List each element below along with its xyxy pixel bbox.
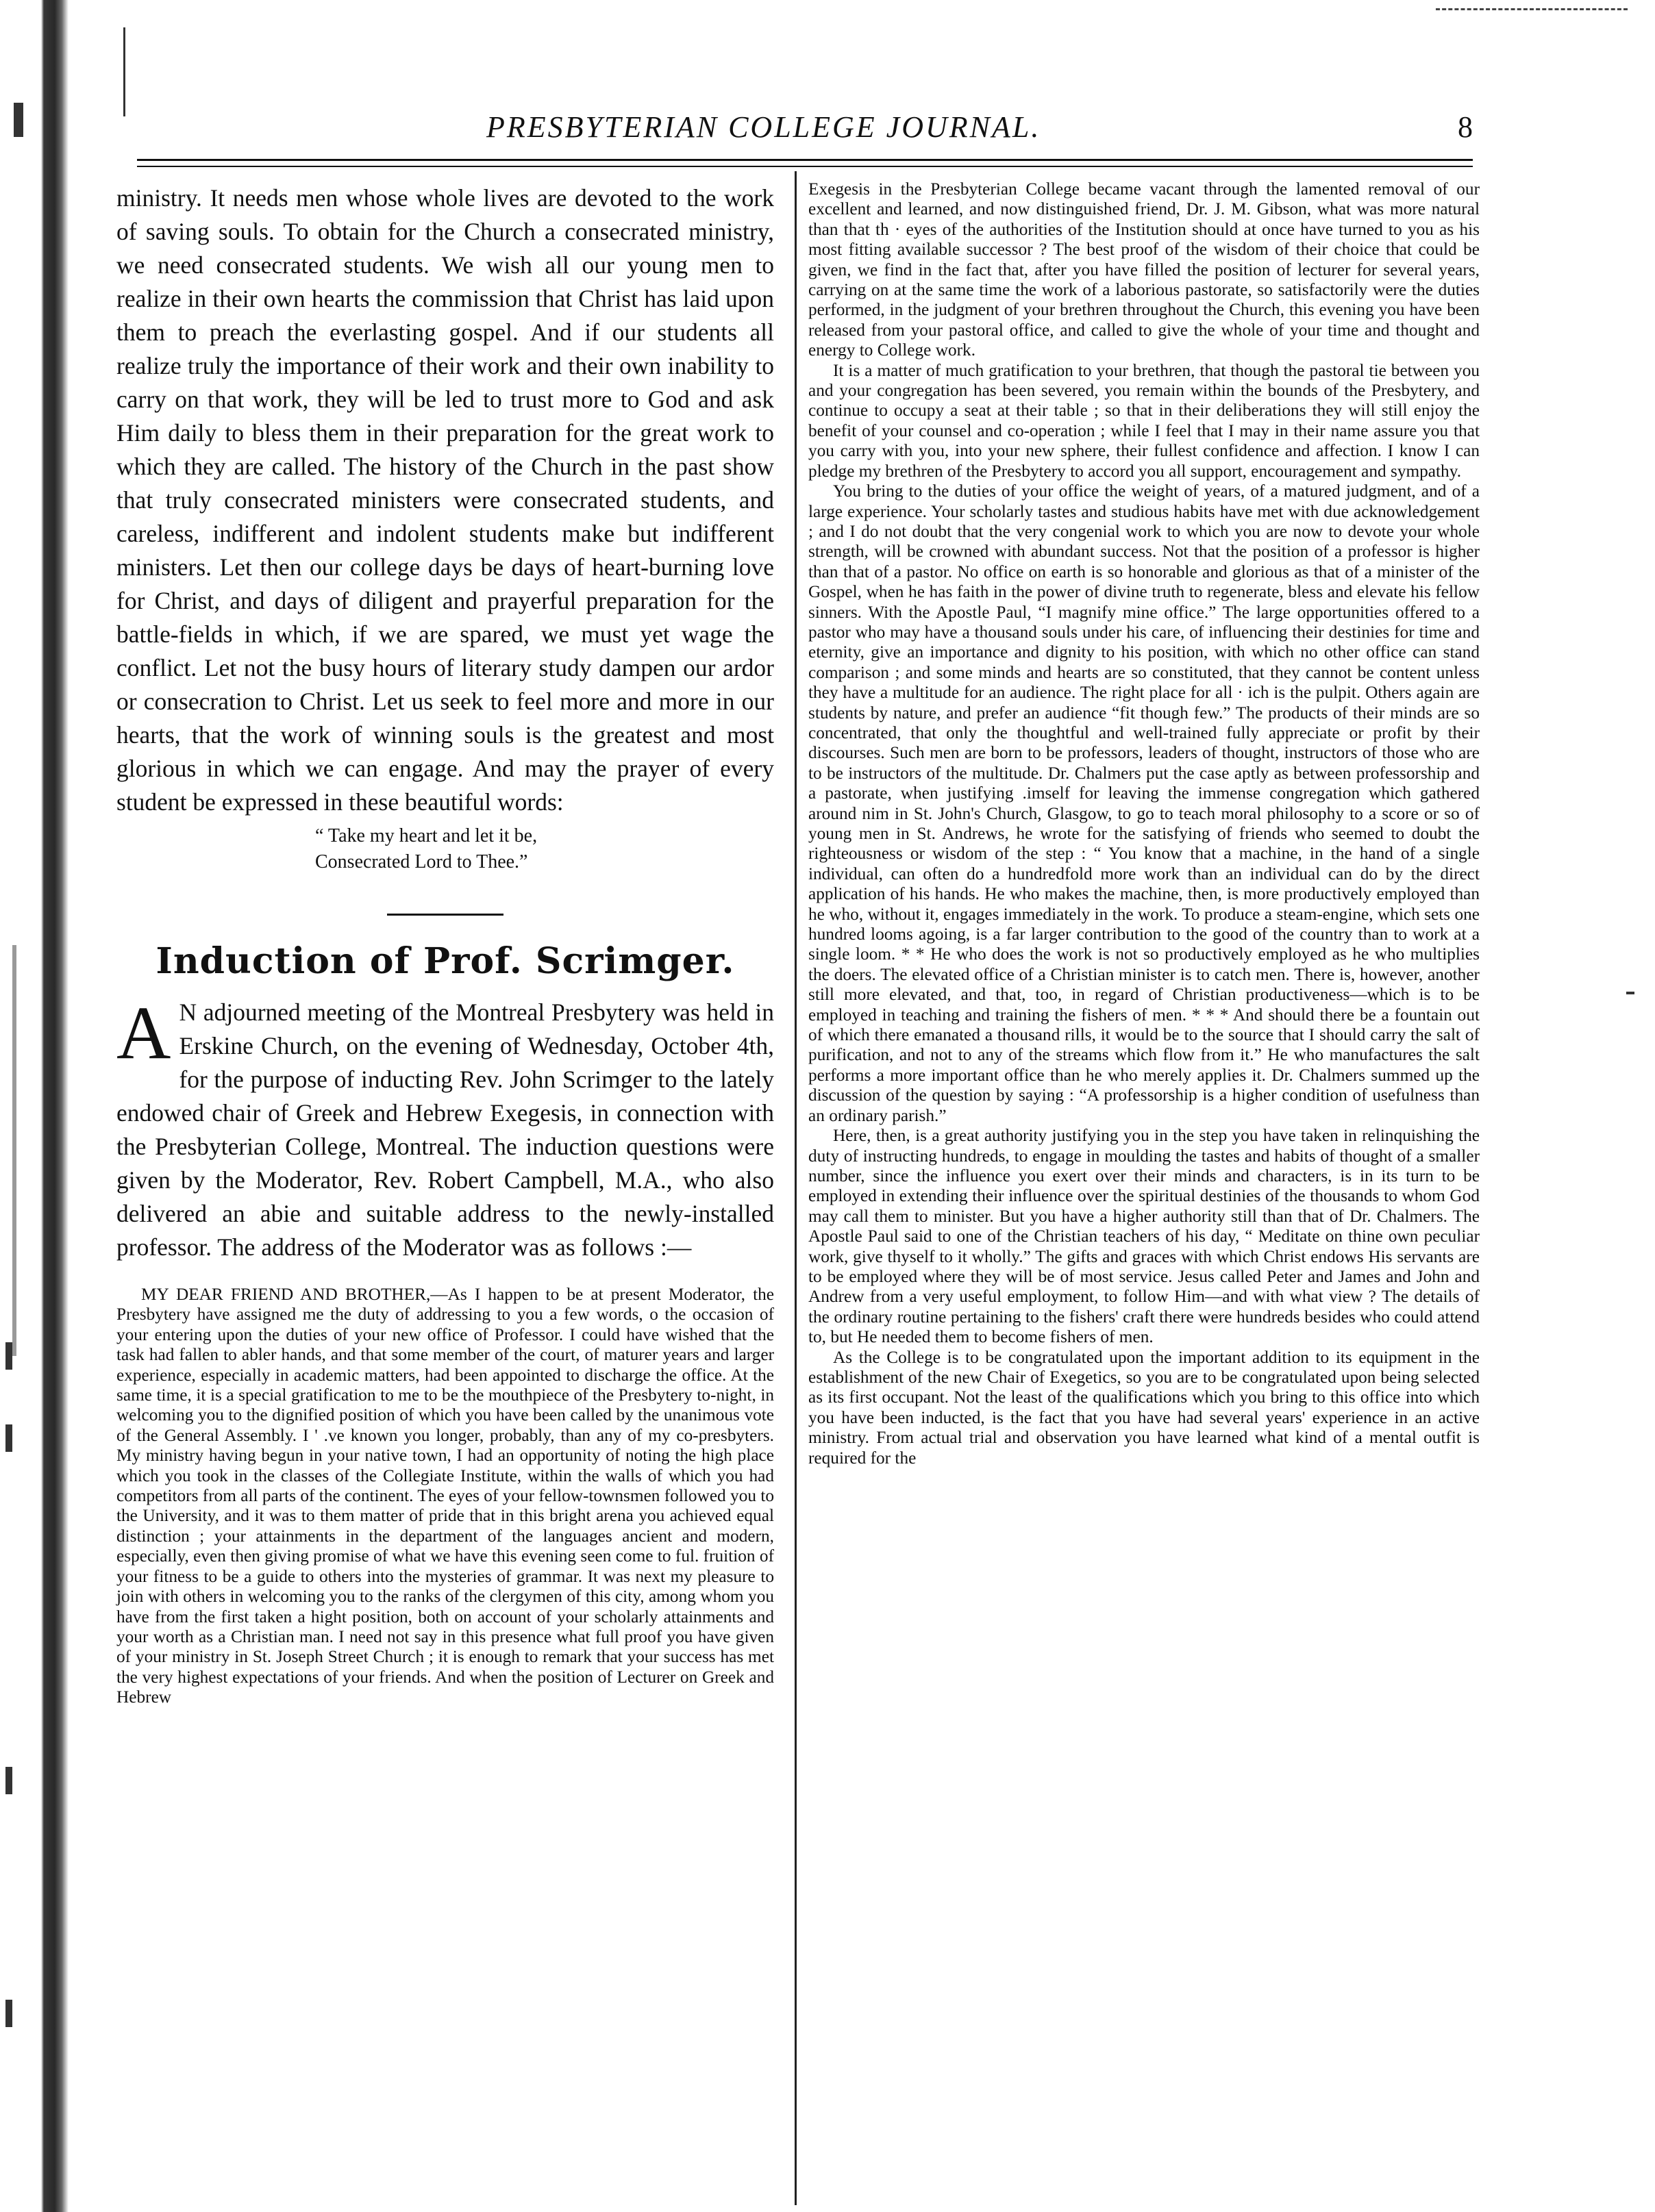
section-title: Induction of Prof. Scrimger. [155, 940, 735, 982]
right-paragraph: Here, then, is a great authority justifying you in the step you have taken in relinquishing the duty of instructing hundreds, to engage in moulding the tastes and habits of thought of a smaller number, since the influence you exert over their minds and characters, is in its turn to be employed in extending their influence over the spiritual destinies of the thousands to whom God may call them to minister. But you have a higher authority still than that of Dr. Chalmers. The Apostle Paul said to one of the Christian teachers of his day, “ Meditate on thine own peculiar work, give thyself to it wholly.” The gifts and graces with which Christ endows His servants are to be employed where they will be of most service. Jesus called Peter and James and John and Andrew from a very useful employment, to follow Him—and with what view ? The details of the ordinary routine pertaining to the fishers' craft there were hundreds besides who could attend to, but He needed them to become fishers of men. [808, 1126, 1480, 1347]
binding-mark [5, 1767, 12, 1794]
binding-mark [5, 2000, 12, 2027]
address-paragraph: MY DEAR FRIEND AND BROTHER,—As I happen to be at present Moderator, the Presbytery have assigned me the duty of addressing to you a few words, o the occasion of your entering upon the duties of your new office of Professor. I could have wished that the task had fallen to abler hands, and that some member of the court, of maturer years and larger experience, especially in academic matters, had been appointed to discharge the office. At the same time, it is a special gratification to me to be the mouthpiece of the Presbytery to-night, in welcoming you to the dignified position of which you have been called by the unanimous vote of the General Assembly. I ' .ve known you longer, probably, than any of my co-presbyters. My ministry having begun in your native town, I had an opportunity of noting the high place which you took in the classes of the Collegiate Institute, within the walls of which you had competitors from all parts of the continent. The eyes of your fellow-townsmen followed you to the University, and it was to them matter of pride that in this bright arena you achieved equal distinction ; your attainments in the department of the languages ancient and modern, especially, even then giving promise of what we have this evening seen come to ful. fruition of your fitness to be a guide to others into the mysteries of grammar. It was next my pleasure to join with others in welcoming you to the ranks of the clergymen of this city, among whom you have from the first taken a hight position, both on account of your scholarly attainments and your worth as a Christian man. I need not say in this presence what full proof you have given of your ministry in St. Joseph Street Church ; it is enough to remark that your success has met the very highest expectations of your friends. And when the position of Lecturer on Greek and Hebrew [116, 1285, 774, 1707]
right-paragraph: As the College is to be congratulated upon the important addition to its equipment in the establishment of the new Chair of Exegetics, so you are to be congratulated upon being selected as its first occupant. Not the least of the qualifications which you bring to this office into which you have been inducted, is the fact that you have had several years' experience in an active ministry. From actual trial and observation you have learned what kind of a mental outfit is required for the [808, 1347, 1480, 1468]
right-paragraph: You bring to the duties of your office the weight of years, of a matured judgment, and of a large experience. Your scholarly tastes and studious habits have met with due acknowledgement ; and I do not doubt that the very congenial work to which you are now to devote your whole strength, will be crowned with abundant success. Not that the position of a professor is higher than that of a pastor. No office on earth is so honorable and glorious as that of a minister of the Gospel, when he has faith in the power of divine truth to regenerate, bless and elevate his fellow sinners. With the Apostle Paul, “I magnify mine office.” The large opportunities offered to a pastor who may have a thousand souls under his care, of influencing their destinies for time and eternity, give an importance and dignity to his position, with which no other office can stand comparison ; and some minds and hearts are so constituted, that they cannot be content unless they have a multitude for an audience. The right place for all · ich is the pulpit. Others again are students by nature, and prefer an audience “fit though few.” The products of their minds are so concentrated, that only the thoughtful and well-trained fully appreciate or profit by their discourses. Such men are born to be professors, leaders of thought, instructors of those who are to be instructors of the multitude. Dr. Chalmers put the case aptly as between professorship and a pastorate, when justifying .imself for leaving the immense congregation which gathered around nim in St. John's Church, Glasgow, to go to teach moral philosophy to a score or so of young men in St. Andrews, he wrote for the satisfying of friends who seemed to doubt the righteousness or wisdom of the step : “ You know that a machine, in the hand of a single individual, can often do a hundredfold more work than an individual can do by the direct application of his hands. He who makes the machine, then, is more productively employed than he who, without it, engages immediately in the work. To produce a steam-engine, which sets one hundred looms agoing, is a far larger contribution to the good of the country than to work at a single loom. * * He who does the work is not so productively employed as he who multiplies the doers. The elevated office of a Christian minister is to catch men. There is, however, another still more elevated, and that, too, in regard of Christian productiveness—which is to be employed in teaching and training the fishers of men. * * * And should there be a fountain out of which there emanated a thousand rills, it would be to the source that I should carry the salt of purification, and not to any of the streams which flow from it.” He who manufactures the salt performs a more important office than he who merely applies it. Dr. Chalmers summed up the discussion of the question by saying : “A professorship is a higher condition of usefulness than an ordinary parish.” [808, 481, 1480, 1125]
right-column [808, 179, 1480, 1468]
left-column [116, 181, 774, 1708]
binding-mark [12, 945, 16, 1356]
induction-text: N adjourned meeting of the Montreal Presbytery was held in Erskine Church, on the evening of Wednesday, October 4th, for the purpose of inducting Rev. John Scrimger to the lately endowed chair of Greek and Hebrew Exegesis, in connection with the Presbyterian College, Montreal. The induction questions were given by the Moderator, Rev. Robert Campbell, M.A., who also delivered an abie and suitable address to the newly-installed professor. The address of the Moderator was as follows :— [116, 998, 774, 1261]
right-paragraph: Exegesis in the Presbyterian College became vacant through the lamented removal of our excellent and learned, and now distinguished friend, Dr. J. M. Gibson, what was more natural than that th · eyes of the authorities of the Institution should at once have turned to you as his most fitting available successor ? The best proof of the wisdom of their choice that could be given, we find in the fact that, after you have filled the position of lecturer for several years, carrying on at the same time the work of a laborious pastorate, so satisfactorily were the duties performed, in the judgment of your brethren throughout the Church, this evening you have been released from your pastoral office, and called to give the whole of your time and thought and energy to College work. [808, 179, 1480, 360]
page-number: 8 [1458, 110, 1473, 144]
verse-line: Consecrated Lord to Thee.” [315, 851, 528, 872]
binding-mark [5, 1424, 12, 1452]
lead-paragraph: ministry. It needs men whose whole lives are devoted to the work of saving souls. To obtain for the Church a consecrated ministry, we need consecrated students. We wish all our young men to realize in their own hearts the commission that Christ has laid upon them to preach the everlasting gospel. And if our students all realize truly the importance of their work and their own inability to carry on that work, they will be led to trust more to God and ask Him daily to bless them in their preparation for the great work to which they are called. The history of the Church in the past show that truly consecrated ministers were consecrated students, and careless, indifferent and indolent students make but indifferent ministers. Let then our college days be days of heart-burning love for Christ, and days of diligent and prayerful preparation for the battle-fields in which, if we are spared, we must yet wage the conflict. Let not the busy hours of literary study dampen our ardor or consecration to Christ. Let us seek to feel more and more in our hearts, that the work of winning souls is the greatest and most glorious in which we can engage. And may the prayer of every student be expressed in these beautiful words: [116, 184, 774, 816]
header-rule-thin [137, 166, 1473, 167]
running-head: PRESBYTERIAN COLLEGE JOURNAL. [486, 110, 1041, 144]
binding-mark [14, 103, 23, 137]
verse-line: “ Take my heart and let it be, [315, 825, 538, 846]
page-header [137, 103, 1473, 158]
header-rule [137, 159, 1473, 161]
binding-mark [5, 1342, 12, 1370]
drop-cap: A [116, 991, 171, 1074]
page-binding-edge [0, 0, 116, 2212]
section-divider [387, 914, 503, 916]
page-top-dashes [1436, 8, 1628, 12]
verse [315, 823, 774, 875]
margin-mark [1626, 992, 1634, 994]
right-paragraph: It is a matter of much gratification to your brethren, that though the pastoral tie between you and your congregation has been severed, you remain within the bounds of the Presbytery, and continue to occupy a seat at their table ; so that in their deliberations they will still enjoy the benefit of your counsel and co-operation ; while I feel that I may in their name assure you that you carry with you, into your new sphere, their fullest confidence and affection. I know I can pledge my brethren of the Presbytery to accord you all support, encouragement and sympathy. [808, 360, 1480, 481]
induction-paragraph [116, 991, 774, 1264]
binding-mark [123, 27, 125, 116]
column-divider [795, 171, 797, 2205]
